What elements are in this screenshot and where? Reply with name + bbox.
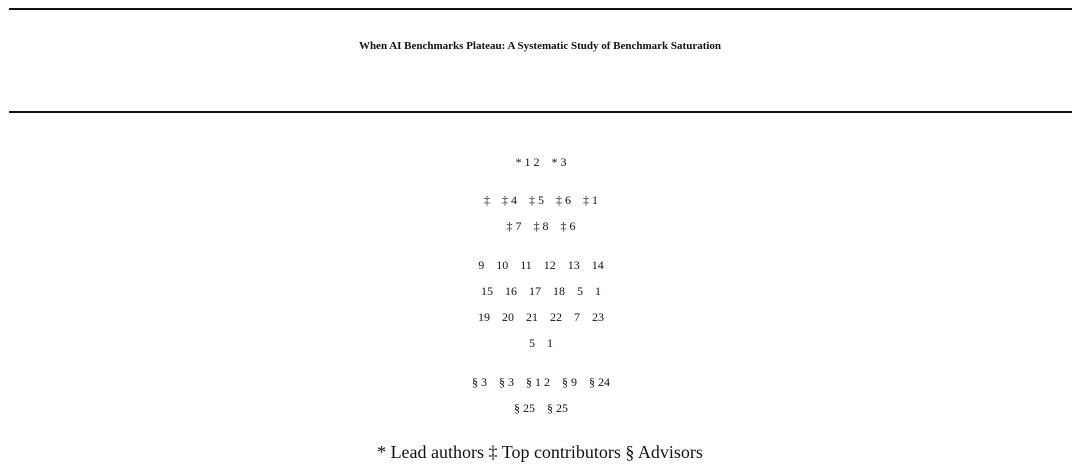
affiliation-marks: 21 — [526, 310, 538, 324]
affiliation-marks: § 24 — [589, 375, 610, 389]
affiliation-marks: 18 — [553, 284, 565, 298]
affiliation-marks: ‡ 5 — [529, 193, 544, 207]
affiliation-marks: 22 — [550, 310, 562, 324]
author-line — [0, 310, 1080, 341]
affiliation-marks: * 1 2 — [515, 155, 540, 169]
affiliation-marks: § 25 — [547, 401, 568, 415]
affiliation-marks: 9 — [478, 258, 485, 272]
author-group-advisors — [0, 375, 1080, 432]
affiliation-marks: ‡ 6 — [556, 193, 571, 207]
affiliation-marks: * 3 — [551, 155, 567, 169]
affiliation-marks: ‡ 7 — [506, 219, 522, 233]
affiliation-marks: 10 — [496, 258, 509, 272]
paper-title: When AI Benchmarks Plateau: A Systematic Study of Benchmark Saturation — [358, 40, 722, 52]
bottom-rule — [9, 111, 1072, 113]
affiliation-marks: § 1 2 — [526, 375, 550, 389]
affiliation-marks: 7 — [574, 310, 580, 324]
author-line — [0, 336, 1080, 367]
affiliation-marks: ‡ — [484, 193, 490, 207]
affiliation-marks: 11 — [520, 258, 532, 272]
affiliation-marks: 1 — [595, 284, 601, 298]
affiliation-marks: ‡ 8 — [533, 219, 549, 233]
affiliation-marks: ‡ 4 — [502, 193, 517, 207]
author-line — [0, 219, 1080, 250]
author-line — [0, 401, 1080, 432]
affiliation-marks: 20 — [502, 310, 514, 324]
affiliation-marks: 16 — [505, 284, 517, 298]
author-group-contributors — [0, 258, 1080, 367]
affiliation-marks: 12 — [543, 258, 556, 272]
affiliation-marks: ‡ 6 — [560, 219, 576, 233]
affiliation-marks: § 9 — [562, 375, 577, 389]
affiliation-marks: § 3 — [472, 375, 487, 389]
top-rule — [9, 8, 1072, 10]
affiliation-marks: § 25 — [514, 401, 535, 415]
author-line — [0, 155, 1080, 186]
author-group-lead — [0, 155, 1080, 186]
affiliation-marks: ‡ 1 — [583, 193, 598, 207]
affiliation-marks: 5 — [529, 336, 535, 350]
affiliation-marks: 1 — [547, 336, 553, 350]
author-role-legend: * Lead authors ‡ Top contributors § Advisors — [377, 442, 703, 462]
affiliation-marks: § 3 — [499, 375, 514, 389]
affiliation-marks: 14 — [591, 258, 604, 272]
affiliation-marks: 5 — [577, 284, 583, 298]
affiliation-marks: 15 — [481, 284, 493, 298]
affiliation-marks: 23 — [592, 310, 604, 324]
affiliation-marks: 19 — [478, 310, 490, 324]
affiliation-marks: 13 — [567, 258, 580, 272]
author-group-top-contributors — [0, 193, 1080, 250]
author-line — [0, 375, 1080, 406]
affiliation-marks: 17 — [529, 284, 541, 298]
author-line — [0, 284, 1080, 315]
